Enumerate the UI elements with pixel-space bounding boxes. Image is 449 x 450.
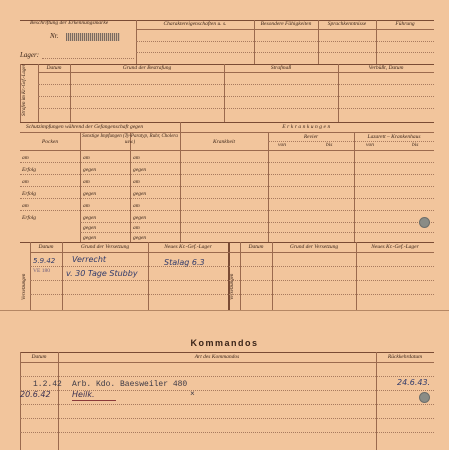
kommando-date: 1.2.42 (33, 380, 62, 389)
redaction-bar (66, 33, 120, 41)
label-erkrankungen: Erkrankungen (282, 124, 332, 130)
row-line (38, 108, 434, 109)
versetzung-date: 5.9.42 (33, 257, 56, 265)
row-line (136, 41, 434, 42)
header-line (38, 72, 434, 73)
impf-cell: gegen (133, 215, 147, 221)
kommando-art: Arb. Kdo. Baesweiler 480 (72, 380, 188, 389)
header-line (20, 362, 434, 363)
lager-line (42, 58, 134, 59)
row-line (268, 141, 434, 142)
kommandos-title: Kommandos (190, 338, 259, 348)
label-charakter: Charaktereigenschaften u. s. (163, 21, 227, 27)
row-line (38, 96, 434, 97)
punch-hole (419, 217, 430, 228)
label-nr: Nr. (50, 32, 59, 40)
divider (20, 352, 21, 450)
impf-cell: gegen (83, 235, 97, 241)
row-line (20, 198, 434, 199)
versetzung-grund-2: v. 30 Tage Stubby (66, 269, 138, 278)
label-rueckkehr: Rückkehrdatum (387, 354, 423, 360)
impf-cell: gegen (133, 167, 147, 173)
impf-cell: gegen (83, 215, 97, 221)
label-art: Art des Kommandos (194, 354, 240, 360)
impf-row-label: Erfolg (22, 167, 37, 173)
label-faehigkeiten: Besondere Fähigkeiten (260, 21, 312, 27)
label-lazarett: Lazarett – Krankenhaus (367, 134, 421, 140)
divider (376, 352, 377, 450)
row-line (20, 210, 434, 211)
impf-cell: gegen (133, 191, 147, 197)
row-line (20, 418, 434, 419)
divider (130, 132, 131, 242)
label-beschriftung: Beschriftung der Erkennungsmarke (30, 20, 109, 26)
label-lazarett-bis: bis (412, 142, 419, 148)
kommando-mark: × (190, 390, 195, 399)
header-line (20, 150, 434, 151)
label-pocken: Pocken (41, 139, 59, 145)
label-sonstige: Sonstige Impfungen (Ty-Paratyp, Ruhr, Cholera usw.) (82, 134, 178, 145)
versetzung-grund: Verrecht (72, 255, 107, 264)
label-lager: Lager: (20, 51, 40, 59)
impf-cell: am (133, 225, 140, 231)
row-line (30, 294, 434, 295)
rueckkehr-date: 24.6.43. (397, 378, 431, 387)
label-verbuesst: Verbüßt, Datum (368, 65, 404, 71)
row-line (20, 186, 434, 187)
red-underline (72, 400, 116, 401)
kommando-date-2: 20.6.42 (20, 390, 51, 399)
impf-cell: am (133, 155, 140, 161)
label-datum: Datum (31, 354, 47, 360)
label-revier-von: von (278, 142, 286, 148)
label-krankheit: Krankheit (213, 139, 235, 145)
row-line (20, 174, 434, 175)
punch-hole (419, 392, 430, 403)
kommando-note: Heilk. (72, 390, 95, 399)
impf-cell: gegen (83, 191, 97, 197)
divider (268, 132, 269, 242)
label-neues-lager: Neues Kr.-Gef.-Lager (371, 244, 419, 250)
impf-cell: am (83, 155, 90, 161)
header-line (20, 132, 434, 133)
row-line (30, 280, 434, 281)
row-line (20, 432, 434, 433)
row-line (136, 52, 434, 53)
row-line (20, 162, 434, 163)
fold-line (0, 310, 449, 311)
impf-row-label: am (22, 203, 29, 209)
impf-cell: am (133, 179, 140, 185)
row-line (38, 84, 434, 85)
impf-top (20, 122, 434, 123)
kommandos-top (20, 352, 434, 353)
versetzungen-top (20, 242, 434, 243)
row-line (80, 222, 434, 223)
label-lazarett-von: von (366, 142, 374, 148)
impf-cell: am (83, 203, 90, 209)
impf-cell: am (133, 203, 140, 209)
row-line (20, 404, 434, 405)
row-line (30, 266, 434, 267)
divider (20, 64, 21, 122)
label-grund: Grund der Versetzung (80, 244, 130, 250)
impf-cell: gegen (83, 225, 97, 231)
header-line (136, 29, 434, 30)
label-fuehrung: Führung (395, 21, 415, 27)
label-strafmass: Strafmaß (270, 65, 292, 71)
row-line (80, 232, 434, 233)
impf-row-label: am (22, 179, 29, 185)
label-datum: Datum (38, 244, 54, 250)
impf-row-label: am (22, 155, 29, 161)
label-grund: Grund der Versetzung (289, 244, 339, 250)
impf-cell: am (83, 179, 90, 185)
divider (80, 132, 81, 242)
label-datum: Datum (46, 65, 62, 71)
impf-cell: gegen (83, 167, 97, 173)
label-sprachkenntnisse: Sprachkenntnisse (327, 21, 367, 27)
label-revier: Revier (303, 134, 319, 140)
header-line (30, 252, 434, 253)
versetzungen-side-label-left: Versetzungen (22, 273, 27, 300)
label-neues-lager: Neues Kr.-Gef.-Lager (164, 244, 212, 250)
impf-row-label: Erfolg (22, 215, 37, 221)
label-impf-header: Schutzimpfungen während der Gefangenschaft gegen (26, 124, 144, 130)
versetzung-lager: Stalag 6.3 (164, 258, 205, 267)
impf-row-label: Erfolg (22, 191, 37, 197)
divider (354, 132, 355, 242)
divider (58, 352, 59, 450)
label-grund: Grund der Bestrafung (122, 65, 172, 71)
label-revier-bis: bis (326, 142, 333, 148)
row-line (20, 376, 434, 377)
strafen-side-label: Strafen im Kr.-Gef.-Lager (22, 64, 27, 116)
versetzung-stamp: VE 180 (33, 268, 50, 274)
impf-cell: gegen (133, 235, 147, 241)
versetzungen-side-label-right: Versetzungen (230, 273, 235, 300)
label-datum: Datum (248, 244, 264, 250)
